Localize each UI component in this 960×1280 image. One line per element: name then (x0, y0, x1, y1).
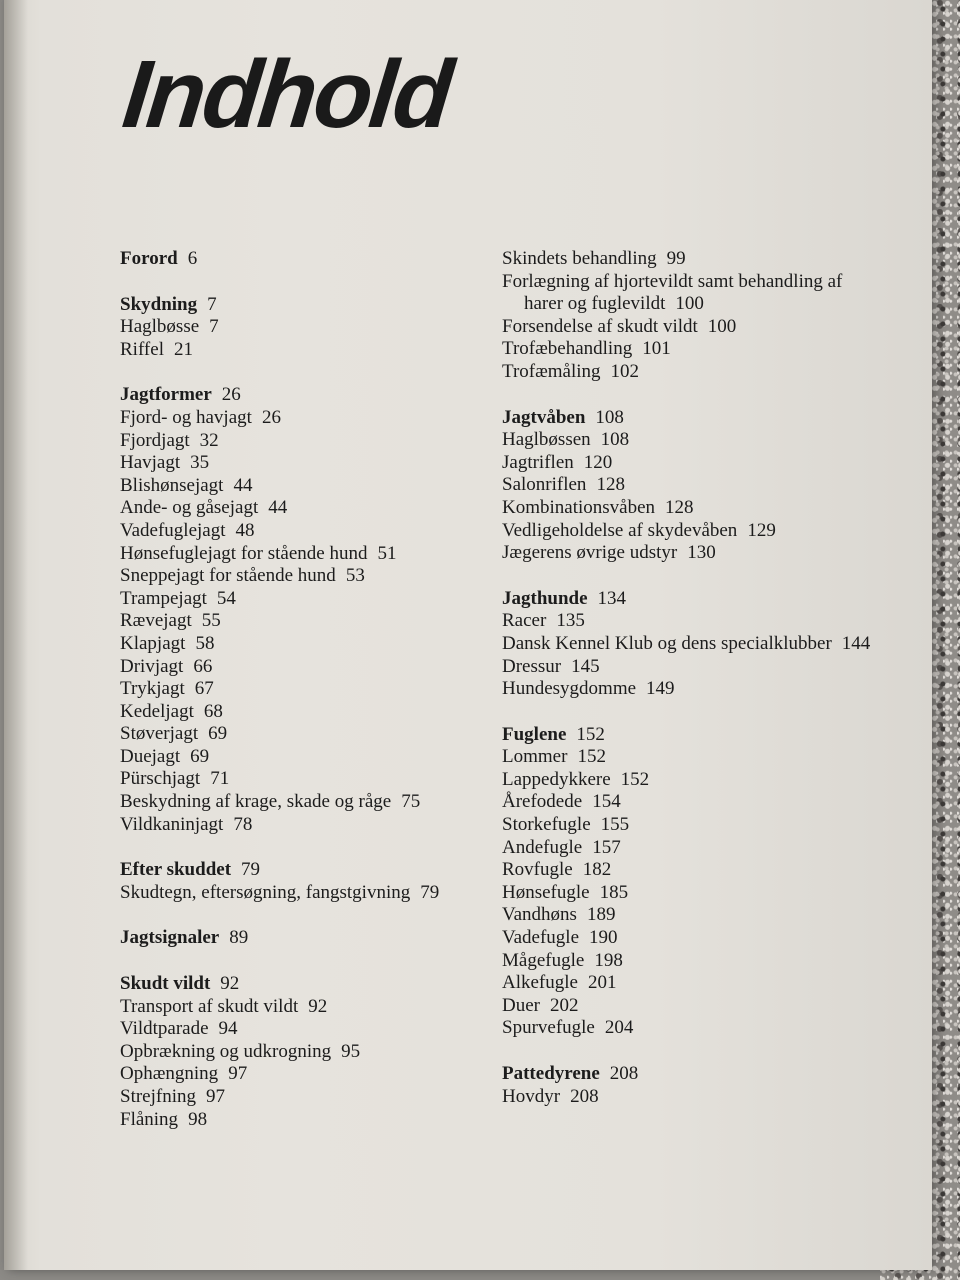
page-title: Indhold (118, 41, 456, 148)
toc-entry-label: Vildtparade (120, 1018, 209, 1040)
toc-heading-label: Jagtvåben (502, 406, 586, 428)
toc-heading-label: Jagtformer (120, 384, 212, 406)
toc-entry-label: Drivjagt (120, 655, 184, 677)
toc-right-column (502, 248, 874, 1131)
toc-entry-spurvefugle (502, 1017, 874, 1040)
toc-page-number: 145 (571, 655, 600, 677)
toc-entry-label: Vildkaninjagt (120, 813, 224, 835)
toc-heading-label: Pattedyrene (502, 1063, 600, 1084)
toc-entry-label: Spurvefugle (502, 1017, 595, 1039)
toc-page-number: 108 (600, 429, 630, 451)
toc-heading-pattedyrene (502, 1063, 874, 1086)
toc-entry-label: Vadefuglejagt (120, 519, 226, 541)
toc-entry-jagtriflen (502, 452, 874, 475)
toc-entry-label: Lappedykkere (502, 768, 611, 790)
toc-page-number: 152 (576, 723, 605, 745)
toc-page-number: 98 (188, 1108, 208, 1130)
toc-entry-andefugle (502, 837, 874, 860)
toc-entry-label: Sneppejagt for stående hund (120, 565, 336, 587)
toc-entry-hoensefugle (502, 882, 874, 905)
toc-section (120, 927, 480, 950)
toc-entry-label: Flåning (120, 1108, 179, 1130)
toc-section (502, 407, 874, 565)
toc-page-number: 67 (194, 678, 214, 700)
toc-heading-label: Forord (120, 248, 178, 269)
toc-entry-strejfning (120, 1086, 480, 1109)
book-page (4, 0, 932, 1270)
toc-heading-label: Skydning (120, 293, 198, 315)
toc-entry-trofaebehandling (502, 338, 874, 361)
toc-entry-label: Storkefugle (502, 814, 591, 836)
toc-page-number: 78 (233, 813, 253, 835)
toc-page-number: 97 (206, 1086, 225, 1107)
toc-entry-label: Ophængning (120, 1063, 219, 1085)
toc-entry-label: Vandhøns (502, 904, 577, 926)
toc-page-number: 198 (594, 949, 623, 971)
toc-entry-label: Alkefugle (502, 972, 578, 994)
toc-page-number: 21 (173, 338, 193, 360)
toc-entry-riffel (120, 339, 480, 362)
toc-entry-label: Transport af skudt vildt (120, 995, 299, 1017)
toc-entry-rovfugle (502, 859, 874, 882)
toc-entry-alkefugle (502, 972, 874, 995)
toc-section (120, 248, 480, 271)
toc-entry-label: Haglbøsse (120, 316, 200, 338)
toc-heading-jagtvaaben (502, 407, 874, 430)
toc-entry-label: Lommer (502, 746, 568, 768)
toc-entry-drivjagt (120, 656, 480, 679)
toc-section (120, 859, 480, 904)
toc-page-number: 71 (210, 768, 230, 790)
toc-page-number: 68 (203, 700, 223, 722)
toc-page-number: 75 (401, 791, 421, 813)
toc-entry-storkefugle (502, 814, 874, 837)
toc-page-number: 69 (208, 723, 228, 745)
toc-page-number: 99 (666, 248, 686, 269)
toc-page-number: 135 (556, 610, 585, 632)
toc-entry-label: Kombinationsvåben (502, 496, 656, 518)
toc-entry-dansk-kennel-klub-og-dens-specialklubber (502, 633, 874, 656)
toc-page-number: 190 (589, 927, 618, 949)
toc-entry-label: Dressur (502, 655, 562, 677)
toc-entry-label: Skindets behandling (502, 248, 657, 269)
toc-section (502, 1063, 874, 1108)
toc-entry-fjordjagt (120, 430, 480, 453)
toc-page-number: 89 (229, 927, 249, 949)
toc-page-number: 108 (595, 406, 624, 428)
toc-heading-label: Skudt vildt (120, 973, 211, 995)
toc-page-number: 102 (610, 360, 640, 382)
toc-page-number: 152 (577, 746, 606, 768)
toc-page-number: 32 (199, 429, 219, 451)
toc-page-number: 208 (570, 1085, 599, 1107)
toc-section (120, 973, 480, 1131)
toc-entry-ande-og-gaasejagt (120, 497, 480, 520)
toc-page-number: 26 (261, 406, 281, 428)
toc-entry-trofaemaaling (502, 361, 874, 384)
toc-page-number: 7 (207, 293, 217, 315)
toc-entry-forsendelse-af-skudt-vildt (502, 316, 874, 339)
toc-entry-label: Fjord- og havjagt (120, 406, 252, 428)
toc-section (502, 588, 874, 701)
toc-entry-haglboesse (120, 316, 480, 339)
toc-heading-label: Fuglene (502, 723, 567, 745)
toc-entry-label: Duejagt (120, 745, 181, 767)
toc-page-number: 66 (193, 655, 213, 677)
toc-entry-stoeverjagt (120, 723, 480, 746)
toc-page-number: 128 (665, 496, 694, 518)
toc-entry-label: Opbrækning og udkrogning (120, 1040, 332, 1062)
toc-page-number: 100 (707, 315, 737, 337)
toc-page-number: 134 (597, 587, 627, 609)
toc-page-number: 101 (642, 338, 671, 360)
toc-entry-vandhoens (502, 904, 874, 927)
toc-entry-label: Vadefugle (502, 927, 580, 949)
toc-entry-label: Salonriflen (502, 474, 587, 496)
toc-entry-label: Riffel (120, 338, 164, 360)
toc-entry-trampejagt (120, 588, 480, 611)
toc-entry-fjord-og-havjagt (120, 407, 480, 430)
toc-entry-label: Duer (502, 994, 540, 1016)
toc-left-column (120, 248, 480, 1154)
toc-page-number: 55 (201, 610, 221, 632)
toc-entry-label: Klapjagt (120, 632, 186, 654)
toc-entry-hoensefuglejagt-for-staaende-hund (120, 543, 480, 566)
toc-page-number: 26 (221, 384, 241, 406)
toc-entry-label: Hønsefugle (502, 881, 590, 903)
toc-heading-skudt-vildt (120, 973, 480, 996)
toc-entry-label: Racer (502, 610, 547, 632)
toc-entry-label: Forsendelse af skudt vildt (502, 315, 698, 337)
toc-entry-aarefodede (502, 791, 874, 814)
toc-page-number: 208 (609, 1063, 639, 1084)
toc-entry-label: Hønsefuglejagt for stående hund (120, 542, 368, 564)
toc-heading-jagthunde (502, 588, 874, 611)
toc-page-number: 48 (235, 519, 255, 541)
toc-entry-flaaning (120, 1109, 480, 1132)
toc-entry-label: Strejfning (120, 1086, 196, 1107)
toc-entry-transport-af-skudt-vildt (120, 996, 480, 1019)
spine-shadow (4, 0, 28, 1270)
toc-page-number: 92 (308, 995, 328, 1017)
toc-entry-racer (502, 610, 874, 633)
toc-heading-fuglene (502, 724, 874, 747)
toc-entry-label: Vedligeholdelse af skydevåben (502, 519, 738, 541)
toc-page-number: 79 (420, 881, 440, 903)
toc-entry-blishoensejagt (120, 475, 480, 498)
toc-entry-label: Jægerens øvrige udstyr (502, 542, 678, 564)
toc-heading-jagtsignaler (120, 927, 480, 950)
toc-page-number: 79 (241, 859, 261, 881)
toc-heading-label: Jagthunde (502, 587, 588, 609)
toc-page-number: 100 (675, 293, 704, 315)
toc-entry-lommer (502, 746, 874, 769)
toc-entry-vildtparade (120, 1018, 480, 1041)
toc-entry-label: Mågefugle (502, 949, 585, 971)
toc-entry-jaegerens-oevrige-udstyr (502, 542, 874, 565)
toc-page-number: 154 (592, 791, 621, 813)
toc-heading-label: Jagtsignaler (120, 927, 220, 949)
toc-entry-label: Pürschjagt (120, 768, 201, 790)
toc-heading-forord (120, 248, 480, 271)
toc-entry-duejagt (120, 746, 480, 769)
toc-entry-label: Trofæmåling (502, 360, 601, 382)
toc-page-number: 201 (587, 972, 617, 994)
toc-page-number: 97 (228, 1063, 248, 1085)
toc-heading-label: Efter skuddet (120, 859, 232, 881)
toc-page-number: 44 (233, 474, 253, 496)
toc-entry-skudtegn-eftersoegning-fangstgivning (120, 882, 480, 905)
toc-entry-label: Årefodede (502, 791, 583, 813)
toc-entry-label: Trofæbehandling (502, 338, 633, 360)
toc-entry-label: Blishønsejagt (120, 474, 224, 496)
toc-page-number: 53 (345, 565, 365, 587)
toc-heading-efter-skuddet (120, 859, 480, 882)
toc-entry-label: Rovfugle (502, 859, 573, 881)
toc-entry-label: Trampejagt (120, 587, 207, 609)
toc-page-number: 152 (620, 768, 650, 790)
toc-entry-vadefuglejagt (120, 520, 480, 543)
toc-entry-raevejagt (120, 610, 480, 633)
toc-page-number: 204 (604, 1017, 634, 1039)
toc-entry-forlaegning-af-hjortevildt-samt-behandling-af-harer-og-fuglevildt (502, 271, 874, 316)
toc-page-number: 128 (596, 474, 625, 496)
toc-page-number: 130 (687, 542, 716, 564)
toc-page-number: 182 (582, 859, 612, 881)
toc-entry-salonriflen (502, 474, 874, 497)
toc-section (502, 248, 874, 384)
toc-entry-label: Hovdyr (502, 1085, 561, 1107)
toc-page-number: 120 (583, 451, 613, 473)
toc-entry-hundesygdomme (502, 678, 874, 701)
toc-entry-label: Ande- og gåsejagt (120, 497, 259, 519)
toc-entry-label: Andefugle (502, 836, 583, 858)
toc-heading-jagtformer (120, 384, 480, 407)
toc-page-number: 58 (195, 632, 215, 654)
toc-entry-label: Støverjagt (120, 723, 199, 745)
toc-entry-duer (502, 995, 874, 1018)
toc-page-number: 35 (190, 452, 210, 474)
toc-entry-maagefugle (502, 950, 874, 973)
toc-heading-skydning (120, 294, 480, 317)
toc-page-number: 6 (187, 248, 198, 269)
toc-entry-hovdyr (502, 1086, 874, 1109)
toc-entry-label: Havjagt (120, 452, 181, 474)
toc-entry-vildkaninjagt (120, 814, 480, 837)
toc-entry-label: Skudtegn, eftersøgning, fangstgivning (120, 881, 411, 903)
toc-page-number: 149 (646, 678, 675, 700)
toc-section (120, 294, 480, 362)
toc-entry-label: Jagtriflen (502, 451, 574, 473)
toc-entry-lappedykkere (502, 769, 874, 792)
toc-page-number: 7 (209, 316, 219, 338)
toc-entry-havjagt (120, 452, 480, 475)
toc-page-number: 94 (218, 1018, 238, 1040)
toc-entry-label: Fjordjagt (120, 429, 190, 451)
toc-section (502, 724, 874, 1040)
toc-entry-beskydning-af-krage-skade-og-raage (120, 791, 480, 814)
toc-page-number: 157 (592, 836, 621, 858)
toc-entry-opbraekning-og-udkrogning (120, 1041, 480, 1064)
toc-entry-label: Forlægning af hjortevildt samt behandling af harer og fuglevildt (502, 270, 843, 315)
toc-entry-dressur (502, 656, 874, 679)
toc-entry-vedligeholdelse-af-skydevaaben (502, 520, 874, 543)
toc-page-number: 155 (600, 814, 630, 836)
toc-section (120, 384, 480, 836)
toc-entry-label: Trykjagt (120, 678, 185, 700)
toc-page-number: 54 (216, 587, 236, 609)
toc-entry-label: Haglbøssen (502, 429, 591, 451)
toc-entry-label: Hundesygdomme (502, 678, 637, 700)
toc-entry-label: Rævejagt (120, 610, 192, 632)
toc-page-number: 92 (220, 973, 240, 995)
toc-page-number: 185 (599, 881, 629, 903)
toc-page-number: 202 (549, 994, 579, 1016)
toc-page-number: 129 (747, 519, 776, 541)
toc-page-number: 95 (341, 1040, 361, 1062)
toc-entry-kedeljagt (120, 701, 480, 724)
toc-entry-trykjagt (120, 678, 480, 701)
toc-entry-sneppejagt-for-staaende-hund (120, 565, 480, 588)
toc-page-number: 144 (841, 632, 871, 654)
toc-entry-label: Beskydning af krage, skade og råge (120, 791, 392, 813)
toc-entry-label: Dansk Kennel Klub og dens specialklubber (502, 632, 832, 654)
toc-entry-skindets-behandling (502, 248, 874, 271)
toc-entry-vadefugle (502, 927, 874, 950)
toc-entry-ophaengning (120, 1063, 480, 1086)
toc-page-number: 44 (268, 497, 288, 519)
toc-entry-label: Kedeljagt (120, 700, 194, 722)
toc-page-number: 69 (190, 745, 210, 767)
toc-entry-klapjagt (120, 633, 480, 656)
toc-page-number: 51 (377, 542, 397, 564)
toc-entry-purschjagt (120, 768, 480, 791)
toc-entry-haglboessen (502, 429, 874, 452)
toc-page-number: 189 (586, 904, 616, 926)
toc-entry-kombinationsvaaben (502, 497, 874, 520)
